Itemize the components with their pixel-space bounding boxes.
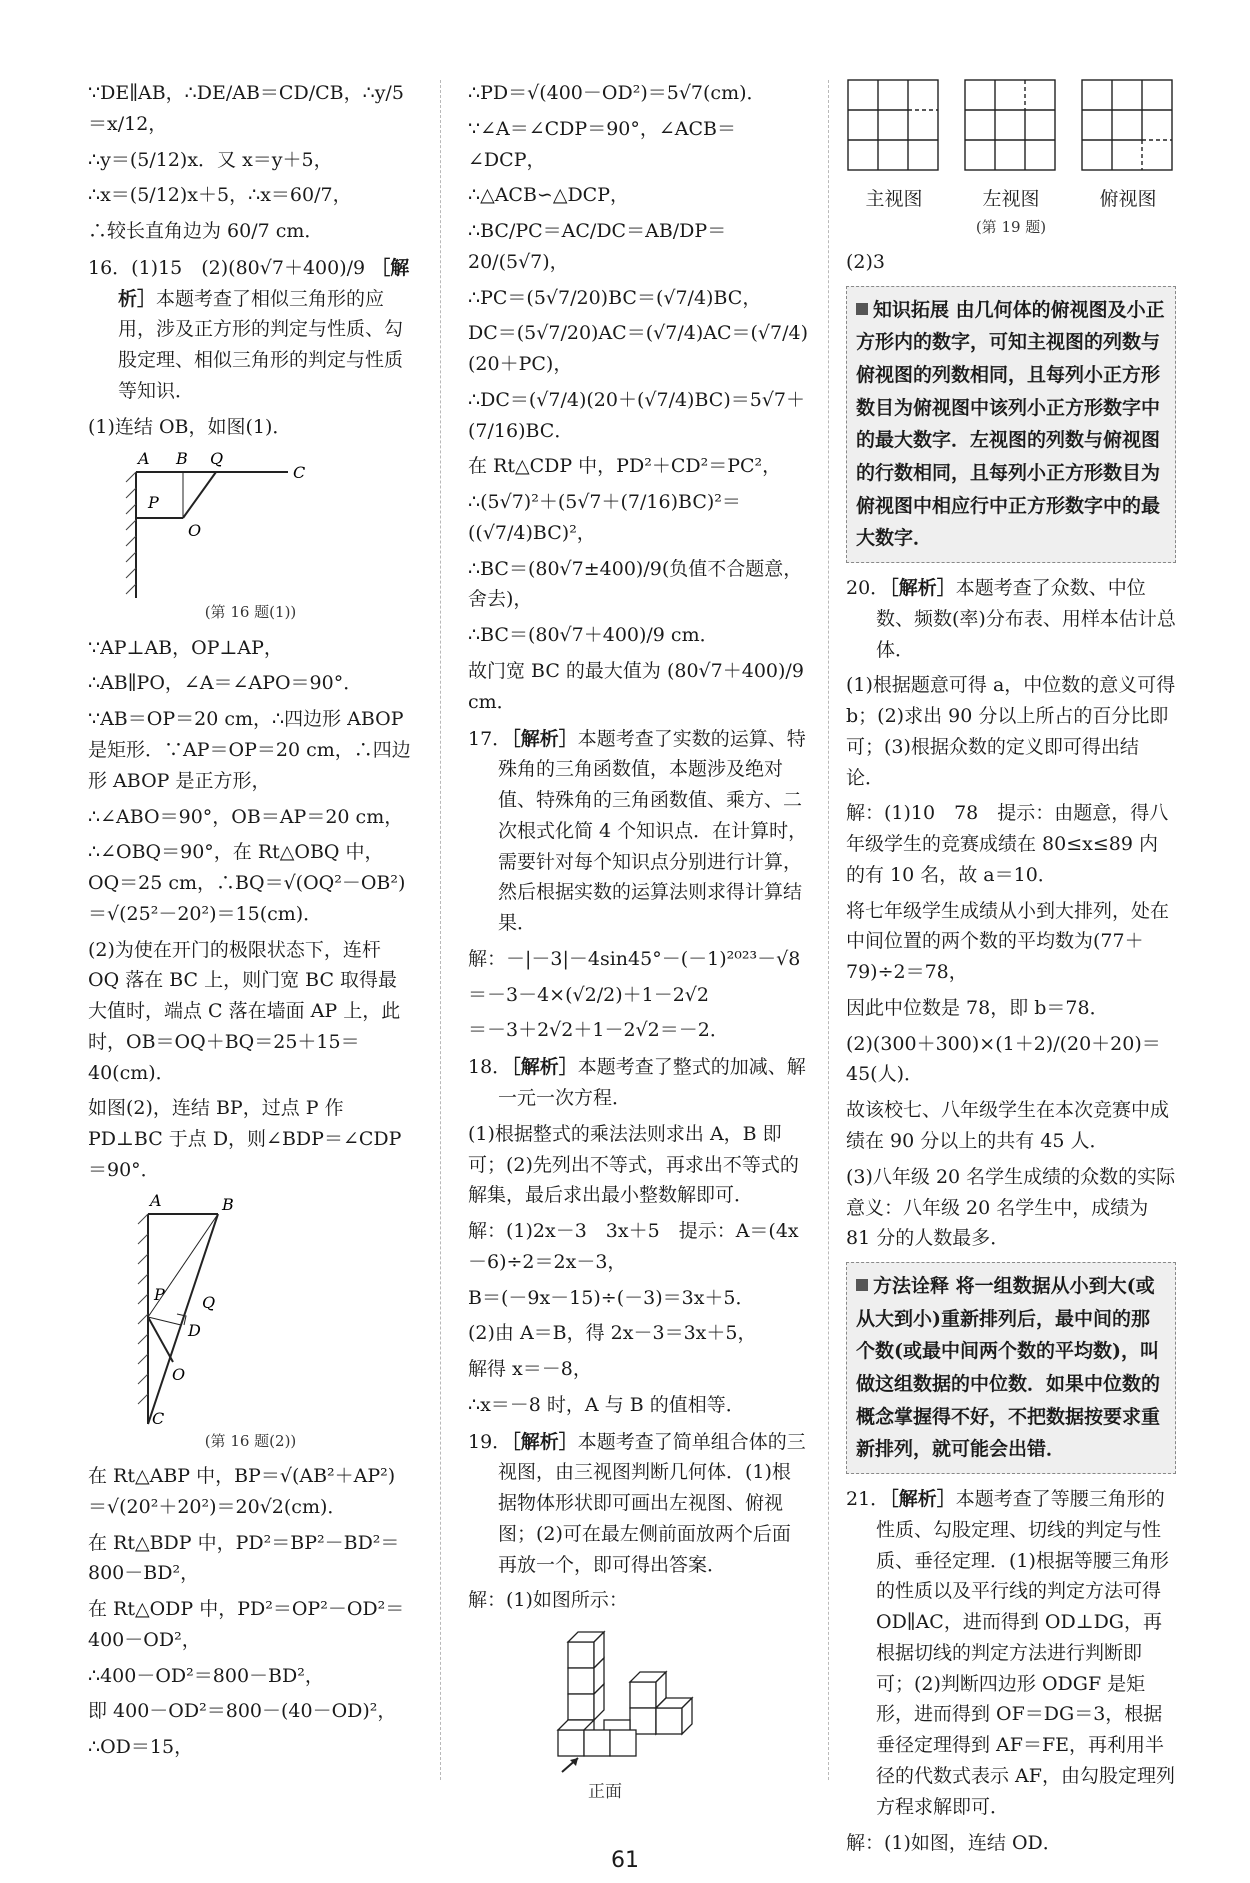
analysis-tag: ［解析］ — [511, 1056, 578, 1079]
fig1-label: B — [176, 449, 188, 469]
figure-16-1 — [88, 448, 318, 598]
text-line: ∴△ACB∽△DCP， — [468, 184, 630, 207]
text-line: 在 Rt△ABP 中，BP＝√(AB²＋AP²)＝√(20²＋20²)＝20√2(cm)． — [88, 1465, 396, 1518]
text-line: ∴DC＝(√7/4)(20＋(√7/4)BC)＝5√7＋(7/16)BC． — [468, 388, 806, 442]
question-18 — [468, 1052, 808, 1114]
text-line: ＝－3－4×(√2/2)＋1－2√2 — [468, 983, 709, 1006]
q17-head: 17． — [468, 727, 512, 750]
q20-text: 本题考查了众数、中位数、频数(率)分布表、用样本估计总体． — [876, 576, 1176, 661]
fig2-label: O — [172, 1364, 186, 1384]
text-line: ∴OD＝15， — [88, 1736, 194, 1759]
figure-caption: (第 16 题(1)) — [204, 603, 297, 622]
q17-text: 本题考查了实数的运算、特殊角的三角函数值，本题涉及绝对值、特殊角的三角函数值、乘方、二次根式化简 4 个知识点．在计算时，需要针对每个知识点分别进行计算，然后根据实数的运算法则求得计算结果． — [498, 727, 808, 935]
view-top — [1080, 78, 1176, 215]
left-view-grid — [963, 78, 1059, 174]
fig1-label: C — [293, 463, 306, 483]
analysis-tag: ［解析］ — [118, 256, 410, 310]
page-number: 61 — [611, 1848, 639, 1873]
text-line: 将七年级学生成绩从小到大排列，处在中间位置的两个数的平均数为(77＋79)÷2＝78， — [846, 899, 1170, 984]
q19-head: 19． — [468, 1430, 512, 1453]
text-line: ∴较长直角边为 60/7 cm． — [88, 220, 324, 243]
q18-text: 本题考查了整式的加减、解一元一次方程． — [498, 1056, 806, 1109]
question-16 — [88, 253, 413, 407]
fig2-label: A — [150, 1191, 162, 1210]
text-line: 故门宽 BC 的最大值为 (80√7＋400)/9 cm． — [468, 660, 804, 713]
q21-text: 本题考查了等腰三角形的性质、勾股定理、切线的判定与性质、垂径定理．(1)根据等腰三角形的性质以及平行线的判定方法可得 OD∥AC，进而得到 OD⊥DG，再根据切线的判定方法进行判断即可；(2)判断四边形 ODGF 是矩形，进而得到 OF＝DG＝3，根据垂径定理得到 AF＝FE，再利用半径的代数式表示 AF，由勾股定理列方程求解即可． — [876, 1488, 1175, 1818]
text-line: ∴∠OBQ＝90°，在 Rt△OBQ 中，OQ＝25 cm，∴BQ＝√(OQ²－OB²)＝√(25²－20²)＝15(cm)． — [88, 841, 406, 925]
text-line: 在 Rt△CDP 中，PD²＋CD²＝PC²， — [468, 455, 782, 478]
text-line: ∴BC＝(80√7±400)/9(负值不合题意，舍去)， — [468, 557, 803, 611]
fig1-label: A — [138, 449, 150, 469]
text-line: ∴x＝－8 时，A 与 B 的值相等． — [468, 1393, 745, 1416]
text-line: ∵∠A＝∠CDP＝90°，∠ACB＝∠DCP， — [468, 117, 737, 171]
figure-19-cubes — [548, 1622, 718, 1777]
box-title: 方法诠释 — [873, 1275, 950, 1298]
box-square-icon — [856, 303, 868, 315]
text-line: ∴(5√7)²＋(5√7＋(7/16)BC)²＝((√7/4)BC)²， — [468, 491, 741, 544]
fig2-label: D — [188, 1320, 201, 1340]
q19-text: 本题考查了简单组合体的三视图，由三视图判断几何体．(1)根据物体形状即可画出左视图、俯视图；(2)可在最左侧前面放两个后面再放一个，即可得出答案． — [498, 1430, 806, 1576]
column-divider-2 — [828, 80, 829, 1780]
question-20 — [846, 573, 1176, 665]
fig1-label: P — [148, 493, 159, 513]
text-line: ∵AP⊥AB，OP⊥AP， — [88, 636, 283, 659]
figure-caption: (第 19 题) — [975, 217, 1047, 236]
text-line: 解得 x＝－8， — [468, 1358, 592, 1381]
view-label: 左视图 — [982, 187, 1040, 210]
q19-part2: (2)3 — [846, 250, 886, 273]
text-line: ∴AB∥PO，∠A＝∠APO＝90°． — [88, 672, 363, 695]
analysis-tag: ［解析］ — [889, 1488, 956, 1511]
text-line: (3)八年级 20 名学生成绩的众数的实际意义：八年级 20 名学生中，成绩为 81 分的人数最多． — [846, 1165, 1176, 1250]
text-line: 解：(1)10 78 提示：由题意，得八年级学生的竞赛成绩在 80≤x≤89 内的有 10 名，故 a＝10． — [846, 802, 1169, 886]
view-left — [963, 78, 1059, 215]
q18-head: 18． — [468, 1056, 512, 1079]
text-line: ∴PC＝(5√7/20)BC＝(√7/4)BC， — [468, 286, 762, 309]
q16-intro: 本题考查了相似三角形的应用，涉及正方形的判定与性质、勾股定理、相似三角形的判定与性质等知识． — [118, 287, 404, 402]
question-17 — [468, 724, 808, 939]
column-middle — [468, 78, 808, 1815]
text-line: (2)为使在开门的极限状态下，连杆 OQ 落在 BC 上，则门宽 BC 取得最大值时，端点 C 落在墙面 AP 上，此时，OB＝OQ＋BQ＝25＋15＝40(cm)． — [88, 938, 401, 1084]
front-view-grid — [846, 78, 942, 174]
box-square-icon — [856, 1279, 868, 1291]
text-line: ∴x＝(5/12)x＋5，∴x＝60/7， — [88, 184, 352, 207]
box-text: 将一组数据从小到大(或从大到小)重新排列后，最中间的那个数(或最中间两个数的平均数)，叫做这组数据的中位数．如果中位数的概念掌握得不好，不把数据按要求重新排列，就可能会出错． — [856, 1275, 1161, 1461]
view-front — [846, 78, 942, 215]
q20-head: 20． — [846, 576, 890, 599]
question-21 — [846, 1484, 1176, 1822]
analysis-tag: ［解析］ — [511, 727, 578, 750]
front-label: 正面 — [588, 1782, 622, 1803]
view-label: 主视图 — [865, 187, 923, 210]
analysis-tag: ［解析］ — [511, 1430, 578, 1453]
knowledge-extension-box — [846, 286, 1176, 563]
text-line: B＝(－9x－15)÷(－3)＝3x＋5． — [468, 1286, 755, 1309]
text-line: DC＝(5√7/20)AC＝(√7/4)AC＝(√7/4)(20＋PC)， — [468, 322, 808, 376]
text-line: 因此中位数是 78，即 b＝78． — [846, 996, 1109, 1019]
q19-solution: 解：(1)如图所示： — [468, 1589, 628, 1612]
text-line: ∴BC＝(80√7＋400)/9 cm． — [468, 624, 719, 647]
text-line: ∴PD＝√(400－OD²)＝5√7(cm)． — [468, 82, 766, 104]
column-left — [88, 78, 413, 1768]
text-line: 解：(1)2x－3 3x＋5 提示：A＝(4x－6)÷2＝2x－3， — [468, 1220, 799, 1273]
column-divider-1 — [440, 80, 441, 1780]
three-views — [846, 78, 1176, 215]
fig2-label: B — [222, 1194, 234, 1214]
view-label: 俯视图 — [1099, 187, 1157, 210]
text-line: 在 Rt△BDP 中，PD²＝BP²－BD²＝800－BD²， — [88, 1531, 400, 1585]
fig2-label: C — [152, 1408, 165, 1427]
fig2-label: P — [154, 1284, 165, 1304]
text-line: ＝－3＋2√2＋1－2√2＝－2． — [468, 1019, 729, 1042]
column-right — [846, 78, 1176, 1863]
text-line: 故该校七、八年级学生在本次竞赛中成绩在 90 分以上的共有 45 人． — [846, 1099, 1170, 1152]
text-line: ∴BC/PC＝AC/DC＝AB/DP＝20/(5√7)， — [468, 220, 727, 273]
text-line: ∵AB＝OP＝20 cm，∴四边形 ABOP 是矩形．∵AP＝OP＝20 cm，∴四边形 ABOP 是正方形， — [88, 708, 411, 792]
fig1-label: O — [188, 521, 202, 541]
text-line: 即 400－OD²＝800－(40－OD)²， — [88, 1700, 397, 1723]
text-line: (2)由 A＝B，得 2x－3＝3x＋5， — [468, 1322, 757, 1345]
fig1-label: Q — [210, 449, 224, 469]
figure-caption: (第 16 题(2)) — [204, 1431, 297, 1450]
q21-solution: 解：(1)如图，连结 OD． — [846, 1831, 1062, 1854]
text-line: (1)根据题意可得 a，中位数的意义可得 b；(2)求出 90 分以上所占的百分比即可；(3)根据众数的定义即可得出结论． — [846, 674, 1176, 789]
top-view-grid — [1080, 78, 1176, 174]
box-title: 知识拓展 — [873, 298, 950, 321]
text-line: (1)根据整式的乘法法则求出 A，B 即可；(2)先列出不等式，再求出不等式的解集，最后求出最小整数解即可． — [468, 1122, 799, 1207]
text-line: ∴∠ABO＝90°，OB＝AP＝20 cm， — [88, 805, 404, 828]
figure-16-2 — [128, 1192, 358, 1427]
box-text: 由几何体的俯视图及小正方形内的数字，可知主视图的列数与俯视图的列数相同，且每列小正方形数目为俯视图中该列小正方形数字中的最大数字．左视图的列数与俯视图的行数相同，且每列小正方形数目为俯视图中相应行中正方形数字中的最大数字． — [856, 298, 1165, 550]
text-line: 解：－|－3|－4sin45°－(－1)²⁰²³－√8 — [468, 947, 801, 970]
text-line: ∴400－OD²＝800－BD²， — [88, 1664, 324, 1687]
text-line: (2)(300＋300)×(1＋2)/(20＋20)＝45(人)． — [846, 1032, 1161, 1086]
q16-step1: (1)连结 OB，如图(1)． — [88, 415, 292, 438]
fig2-label: Q — [202, 1292, 216, 1312]
q21-head: 21． — [846, 1488, 890, 1511]
analysis-tag: ［解析］ — [889, 576, 956, 599]
method-explanation-box — [846, 1262, 1176, 1474]
question-19 — [468, 1427, 808, 1581]
text-line: 如图(2)，连结 BP，过点 P 作 PD⊥BC 于点 D，则∠BDP＝∠CDP＝90°． — [88, 1097, 402, 1181]
text-line: ∵DE∥AB，∴DE/AB＝CD/CB，∴y/5＝x/12， — [88, 82, 404, 135]
q16-head: 16．(1)15 (2)(80√7＋400)/9 — [88, 256, 366, 279]
text-line: 在 Rt△ODP 中，PD²＝OP²－OD²＝400－OD²， — [88, 1598, 405, 1651]
text-line: ∴y＝(5/12)x．又 x＝y＋5， — [88, 148, 333, 171]
